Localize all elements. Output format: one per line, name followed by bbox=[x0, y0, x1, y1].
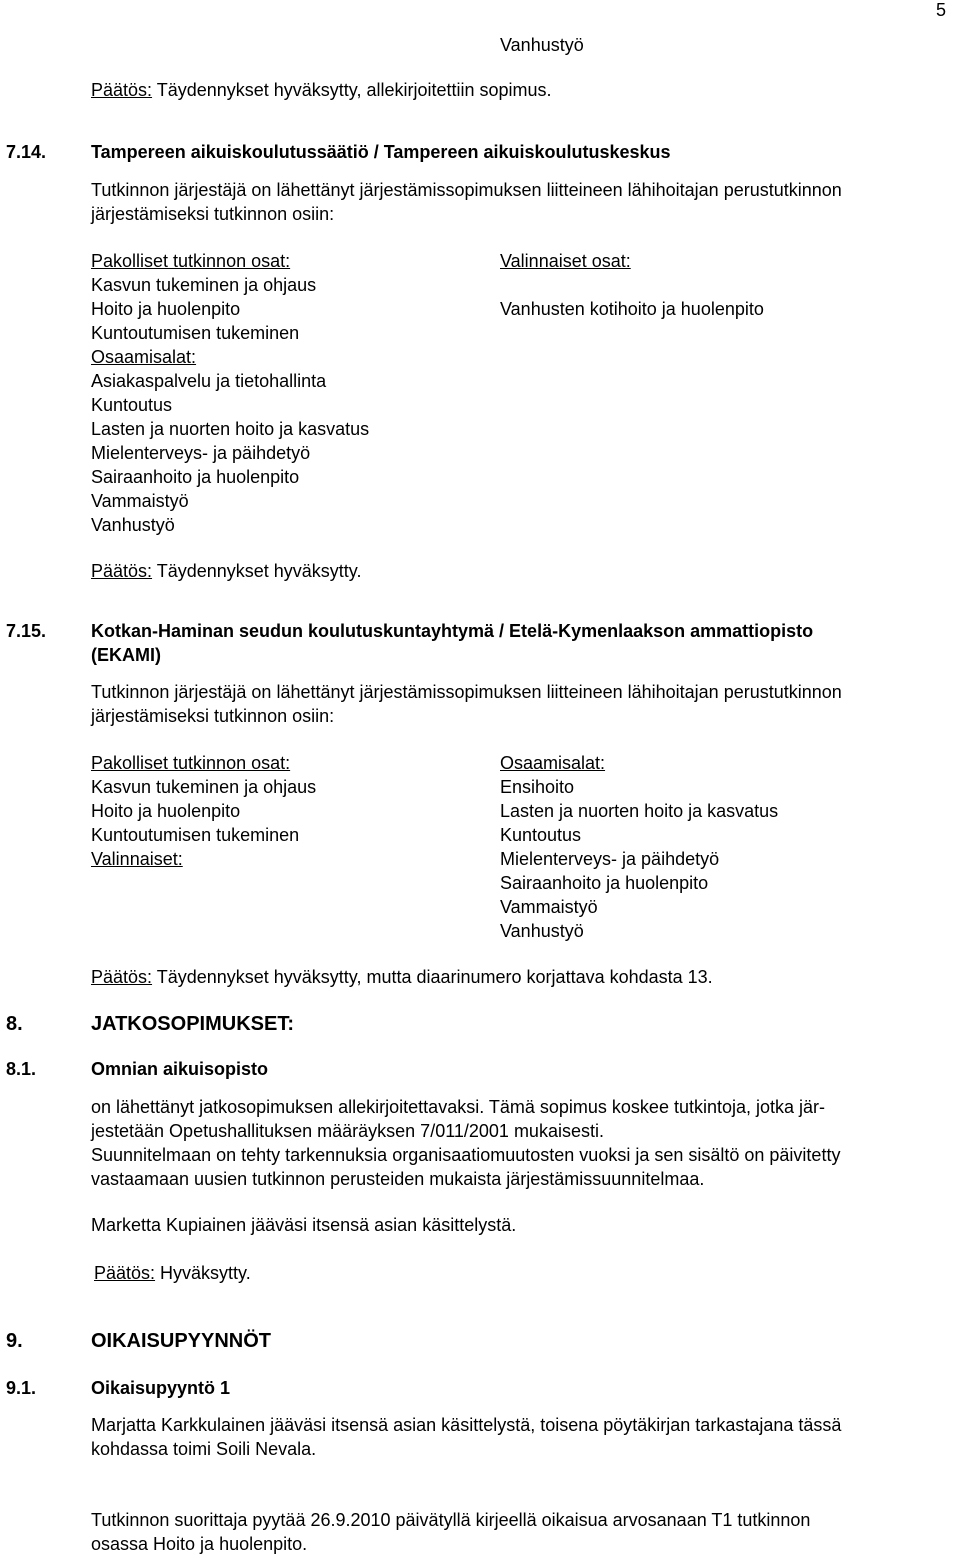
list-heading: Osaamisalat: bbox=[500, 753, 606, 773]
decision-line bbox=[91, 78, 552, 102]
list-heading: Pakolliset tutkinnon osat: bbox=[91, 251, 291, 271]
list-subheading: Osaamisalat: bbox=[91, 347, 197, 367]
list-item: Hoito ja huolenpito bbox=[91, 299, 241, 319]
paragraph-line: Marketta Kupiainen jääväsi itsensä asian käsittelystä. bbox=[91, 1215, 517, 1235]
list-item: Mielenterveys- ja päihdetyö bbox=[500, 849, 720, 869]
list-heading: Pakolliset tutkinnon osat: bbox=[91, 753, 291, 773]
list-item: Mielenterveys- ja päihdetyö bbox=[91, 443, 311, 463]
list-item: Sairaanhoito ja huolenpito bbox=[500, 873, 709, 893]
section-title: Omnian aikuisopisto bbox=[91, 1059, 269, 1079]
decision-text: Täydennykset hyväksytty, mutta diaarinumero korjattava kohdasta 13. bbox=[152, 967, 713, 987]
paragraph-line: Tutkinnon järjestäjä on lähettänyt järjestämissopimuksen liitteineen lähihoitajan perustutkinnon bbox=[91, 682, 842, 702]
list-item: Kuntoutumisen tukeminen bbox=[91, 323, 300, 343]
section-title: Oikaisupyyntö 1 bbox=[91, 1378, 231, 1398]
decision-line bbox=[91, 559, 361, 583]
list-item: Kuntoutumisen tukeminen bbox=[91, 825, 300, 845]
decision-text: Täydennykset hyväksytty. bbox=[152, 561, 362, 581]
decision-line bbox=[91, 965, 713, 989]
list-item: Asiakaspalvelu ja tietohallinta bbox=[91, 371, 327, 391]
list-item: Kuntoutus bbox=[91, 395, 173, 415]
paragraph-line: on lähettänyt jatkosopimuksen allekirjoitettavaksi. Tämä sopimus koskee tutkintoja, jotka jär- bbox=[91, 1097, 826, 1117]
paragraph-line: järjestämiseksi tutkinnon osiin: bbox=[91, 706, 335, 726]
list-item: Lasten ja nuorten hoito ja kasvatus bbox=[500, 801, 779, 821]
list-item: Kasvun tukeminen ja ohjaus bbox=[91, 777, 317, 797]
paragraph-line: kohdassa toimi Soili Nevala. bbox=[91, 1439, 317, 1459]
list-subheading: Valinnaiset: bbox=[91, 849, 183, 869]
paragraph-line: jestetään Opetushallituksen määräyksen 7/011/2001 mukaisesti. bbox=[91, 1121, 604, 1141]
section-title: Kotkan-Haminan seudun koulutuskuntayhtymä / Etelä-Kymenlaakson ammattiopisto bbox=[91, 621, 814, 641]
list-item: Sairaanhoito ja huolenpito bbox=[91, 467, 300, 487]
decision-label: Päätös: bbox=[94, 1263, 156, 1283]
section-number: 8.1. bbox=[6, 1059, 37, 1079]
list-item: Kasvun tukeminen ja ohjaus bbox=[91, 275, 317, 295]
paragraph-line: Tutkinnon järjestäjä on lähettänyt järjestämissopimuksen liitteineen lähihoitajan perustutkinnon bbox=[91, 180, 842, 200]
paragraph-line: Suunnitelmaan on tehty tarkennuksia organisaatiomuutosten vuoksi ja sen sisältö on päivitetty bbox=[91, 1145, 841, 1165]
paragraph-line: osassa Hoito ja huolenpito. bbox=[91, 1534, 308, 1554]
decision-text: Täydennykset hyväksytty, allekirjoitettiin sopimus. bbox=[152, 80, 552, 100]
section-title: (EKAMI) bbox=[91, 645, 161, 665]
list-item: Vammaistyö bbox=[500, 897, 598, 917]
list-item: Kuntoutus bbox=[500, 825, 582, 845]
section-number: 9.1. bbox=[6, 1378, 37, 1398]
section-number: 7.15. bbox=[6, 621, 47, 641]
paragraph-line: Tutkinnon suorittaja pyytää 26.9.2010 päivätyllä kirjeellä oikaisua arvosanaan T1 tutkinnon bbox=[91, 1510, 811, 1530]
list-item: Ensihoito bbox=[500, 777, 575, 797]
section-number: 7.14. bbox=[6, 142, 47, 162]
chapter-title: JATKOSOPIMUKSET: bbox=[91, 1013, 294, 1035]
chapter-number: 8. bbox=[6, 1013, 23, 1035]
decision-line bbox=[94, 1261, 251, 1285]
list-item: Vanhustyö bbox=[500, 35, 584, 55]
list-item: Vanhustyö bbox=[91, 515, 175, 535]
list-item: Vanhusten kotihoito ja huolenpito bbox=[500, 299, 764, 319]
paragraph-line: vastaamaan uusien tutkinnon perusteiden mukaista järjestämissuunnitelmaa. bbox=[91, 1169, 705, 1189]
decision-label: Päätös: bbox=[91, 561, 153, 581]
paragraph-line: järjestämiseksi tutkinnon osiin: bbox=[91, 204, 335, 224]
paragraph-line: Marjatta Karkkulainen jääväsi itsensä asian käsittelystä, toisena pöytäkirjan tarkastajana tässä bbox=[91, 1415, 842, 1435]
section-title: Tampereen aikuiskoulutussäätiö / Tampereen aikuiskoulutuskeskus bbox=[91, 142, 671, 162]
list-item: Vammaistyö bbox=[91, 491, 189, 511]
list-heading: Valinnaiset osat: bbox=[500, 251, 631, 271]
chapter-number: 9. bbox=[6, 1330, 23, 1352]
list-item: Vanhustyö bbox=[500, 921, 584, 941]
chapter-title: OIKAISUPYYNNÖT bbox=[91, 1330, 272, 1352]
list-item: Lasten ja nuorten hoito ja kasvatus bbox=[91, 419, 370, 439]
decision-text: Hyväksytty. bbox=[155, 1263, 251, 1283]
decision-label: Päätös: bbox=[91, 967, 153, 987]
page-number: 5 bbox=[936, 0, 947, 20]
decision-label: Päätös: bbox=[91, 80, 153, 100]
list-item: Hoito ja huolenpito bbox=[91, 801, 241, 821]
